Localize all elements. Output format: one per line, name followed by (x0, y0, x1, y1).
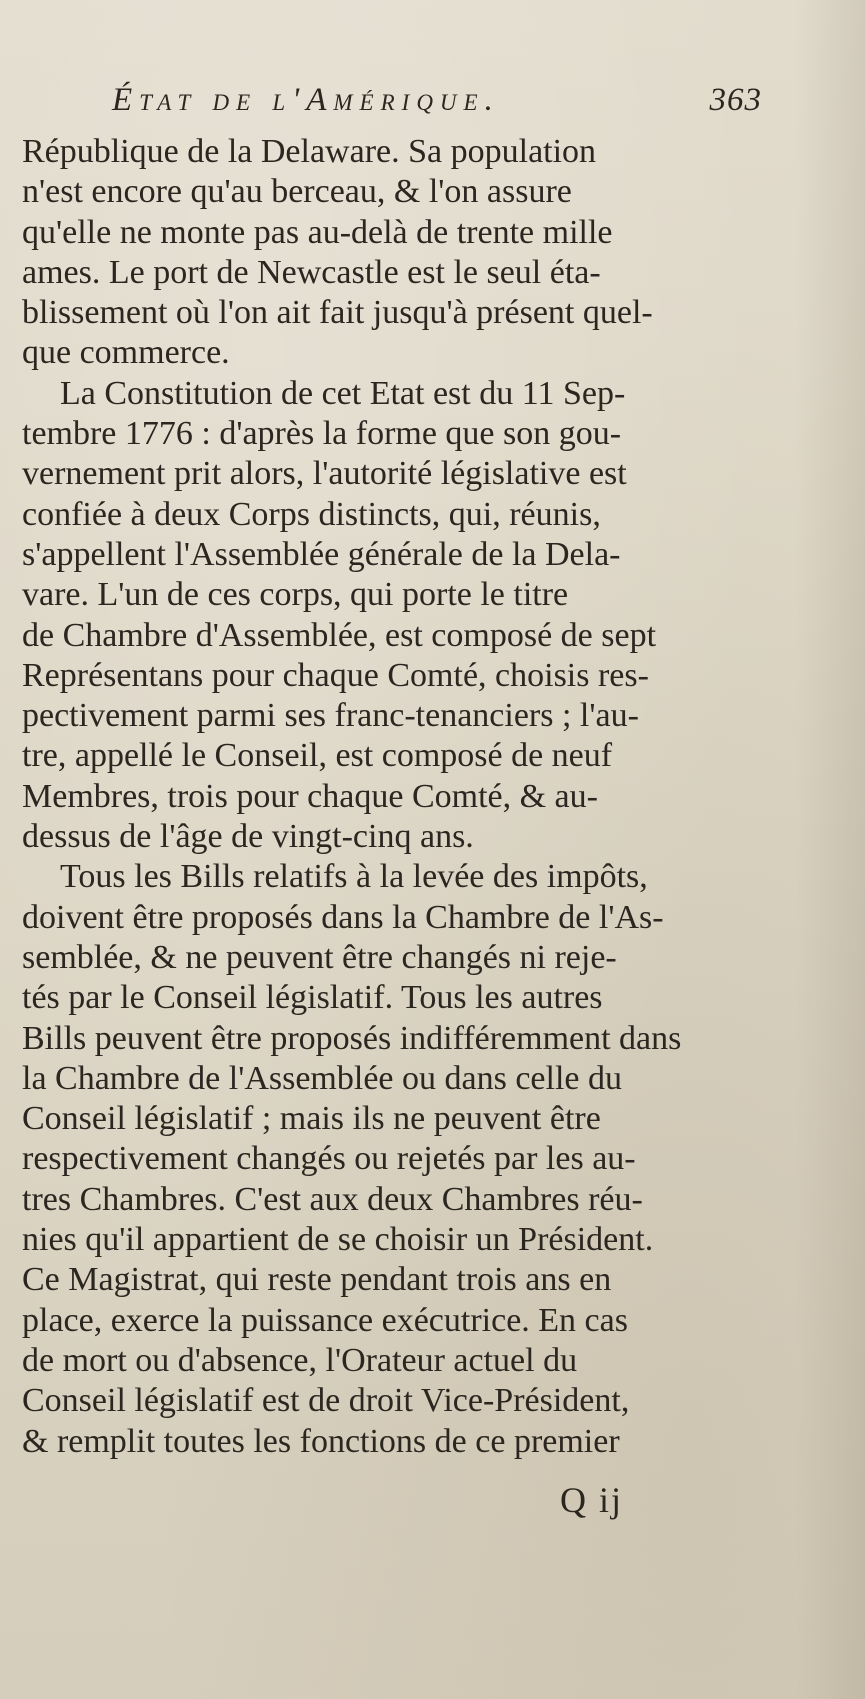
text-line: qu'elle ne monte pas au-delà de trente mille (22, 213, 613, 251)
text-line: République de la Delaware. Sa population (22, 133, 597, 170)
text-line: Bills peuvent être proposés indifféremment dans (22, 1019, 682, 1057)
running-head: État de l'Amérique. (112, 82, 500, 118)
text-line: nies qu'il appartient de se choisir un Président. (22, 1221, 654, 1259)
text-line: Tous les Bills relatifs à la levée des impôts, (60, 858, 648, 896)
page-edge-shadow (795, 0, 865, 1699)
text-line: pectivement parmi ses franc-tenanciers ; l'au- (22, 697, 639, 735)
text-line: tres Chambres. C'est aux deux Chambres réu- (22, 1180, 643, 1218)
text-line: Conseil législatif ; mais ils ne peuvent être (22, 1100, 601, 1138)
text-line: & remplit toutes les fonctions de ce premier (22, 1422, 620, 1460)
text-line: La Constitution de cet Etat est du 11 Sep- (60, 374, 626, 412)
text-line: vernement prit alors, l'autorité législative est (22, 455, 627, 493)
page-header (112, 78, 762, 122)
text-line: s'appellent l'Assemblée générale de la Dela- (22, 535, 621, 573)
text-line: Membres, trois pour chaque Comté, & au- (22, 777, 598, 815)
text-line: la Chambre de l'Assemblée ou dans celle du (22, 1059, 622, 1097)
page-number: 363 (709, 82, 762, 118)
text-line: vare. L'un de ces corps, qui porte le titre (22, 576, 569, 614)
text-line: tés par le Conseil législatif. Tous les autres (22, 979, 603, 1017)
text-line: tembre 1776 : d'après la forme que son gou- (22, 415, 622, 453)
text-line: de mort ou d'absence, l'Orateur actuel du (22, 1341, 578, 1379)
text-line: confiée à deux Corps distincts, qui, réunis, (22, 495, 601, 533)
text-line: semblée, & ne peuvent être changés ni reje- (22, 938, 617, 976)
text-line: Représentans pour chaque Comté, choisis res- (22, 656, 649, 694)
text-line: doivent être proposés dans la Chambre de l'As- (22, 898, 664, 936)
text-line: place, exerce la puissance exécutrice. En cas (22, 1301, 628, 1339)
text-line: de Chambre d'Assemblée, est composé de sept (22, 616, 657, 654)
text-line: Ce Magistrat, qui reste pendant trois ans en (22, 1261, 612, 1299)
text-line: n'est encore qu'au berceau, & l'on assure (22, 173, 572, 211)
body-text (22, 132, 767, 1462)
text-line: Conseil législatif est de droit Vice-Président, (22, 1382, 630, 1420)
signature-mark: Q ij (560, 1480, 624, 1520)
text-line: tre, appellé le Conseil, est composé de neuf (22, 737, 613, 775)
text-line: ames. Le port de Newcastle est le seul éta- (22, 253, 601, 291)
text-line: dessus de l'âge de vingt-cinq ans. (22, 818, 474, 856)
text-line: que commerce. (22, 334, 230, 372)
text-line: blissement où l'on ait fait jusqu'à présent quel- (22, 294, 653, 332)
text-line: respectivement changés ou rejetés par les au- (22, 1140, 636, 1178)
